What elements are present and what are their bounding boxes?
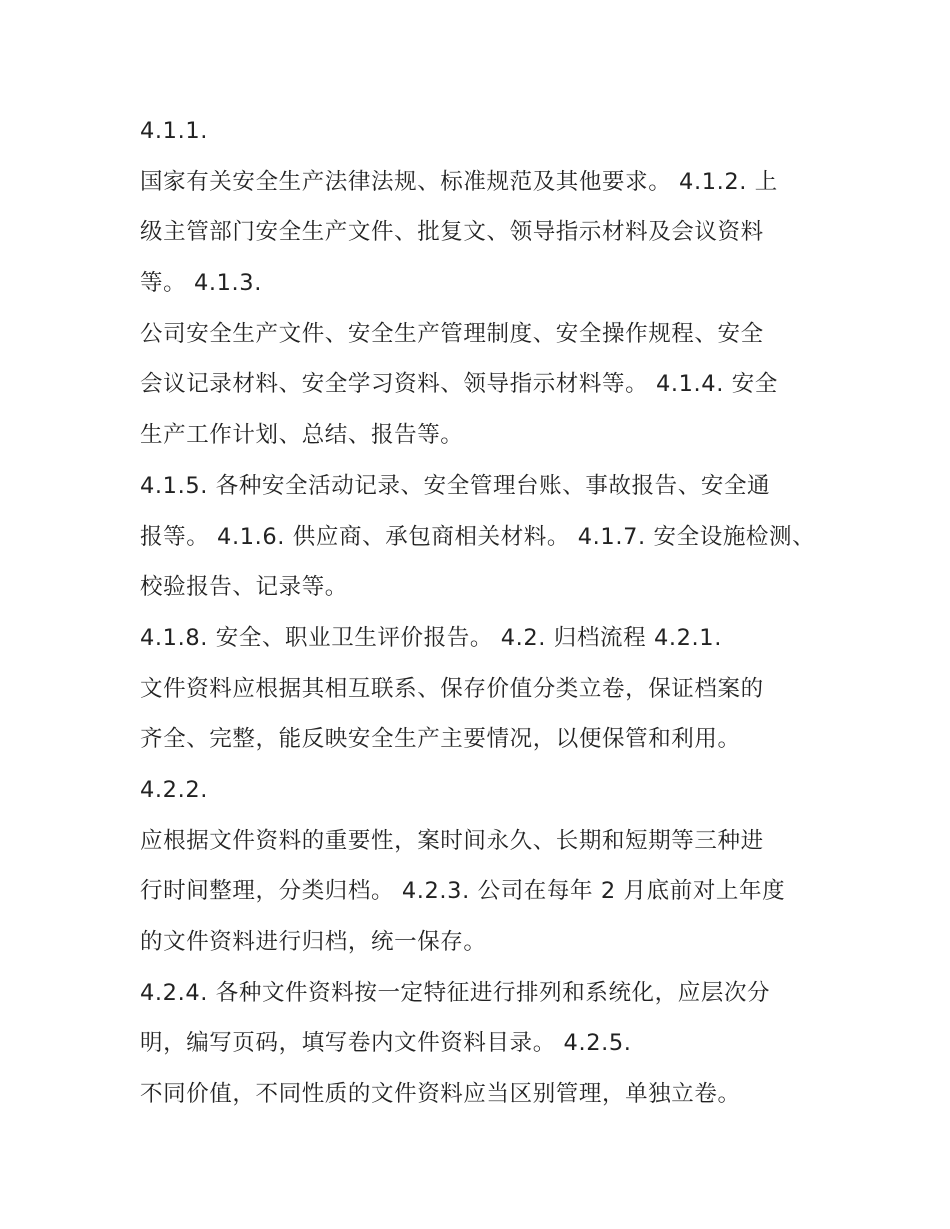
text-line: 4.1.1. — [140, 118, 209, 144]
text-line: 明，编写页码，填写卷内文件资料目录。 4.2.5. — [140, 1030, 632, 1057]
text-line: 齐全、完整，能反映安全生产主要情况，以便保管和利用。 — [140, 726, 741, 753]
text-line: 等。 4.1.3. — [140, 270, 262, 297]
text-line: 4.1.5. 各种安全活动记录、安全管理台账、事故报告、安全通 — [140, 472, 771, 499]
text-line: 4.2.4. 各种文件资料按一定特征进行排列和系统化，应层次分 — [140, 979, 771, 1006]
text-line: 公司安全生产文件、安全生产管理制度、安全操作规程、安全 — [140, 320, 764, 347]
text-line: 4.2.2. — [140, 776, 209, 803]
text-line: 生产工作计划、总结、报告等。 — [140, 422, 464, 449]
text-line: 4.1.8. 安全、职业卫生评价报告。 4.2. 归档流程 4.2.1. — [140, 624, 722, 651]
text-line: 文件资料应根据其相互联系、保存价值分类立卷，保证档案的 — [140, 675, 764, 702]
text-line: 不同价值，不同性质的文件资料应当区别管理，单独立卷。 — [140, 1081, 741, 1108]
text-line: 级主管部门安全生产文件、批复文、领导指示材料及会议资料 — [140, 219, 764, 246]
text-line: 应根据文件资料的重要性，案时间永久、长期和短期等三种进 — [140, 827, 764, 854]
text-line: 国家有关安全生产法律法规、标准规范及其他要求。 4.1.2. 上 — [140, 168, 778, 195]
text-line: 会议记录材料、安全学习资料、领导指示材料等。 4.1.4. 安全 — [140, 371, 778, 398]
text-line: 的文件资料进行归档，统一保存。 — [140, 929, 487, 955]
text-line: 行时间整理，分类归档。 4.2.3. 公司在每年 2 月底前对上年度 — [140, 878, 786, 905]
document-body — [140, 106, 820, 1120]
text-line: 报等。 4.1.6. 供应商、承包商相关材料。 4.1.7. 安全设施检测、 — [140, 523, 816, 550]
text-line: 校验报告、记录等。 — [140, 574, 348, 601]
